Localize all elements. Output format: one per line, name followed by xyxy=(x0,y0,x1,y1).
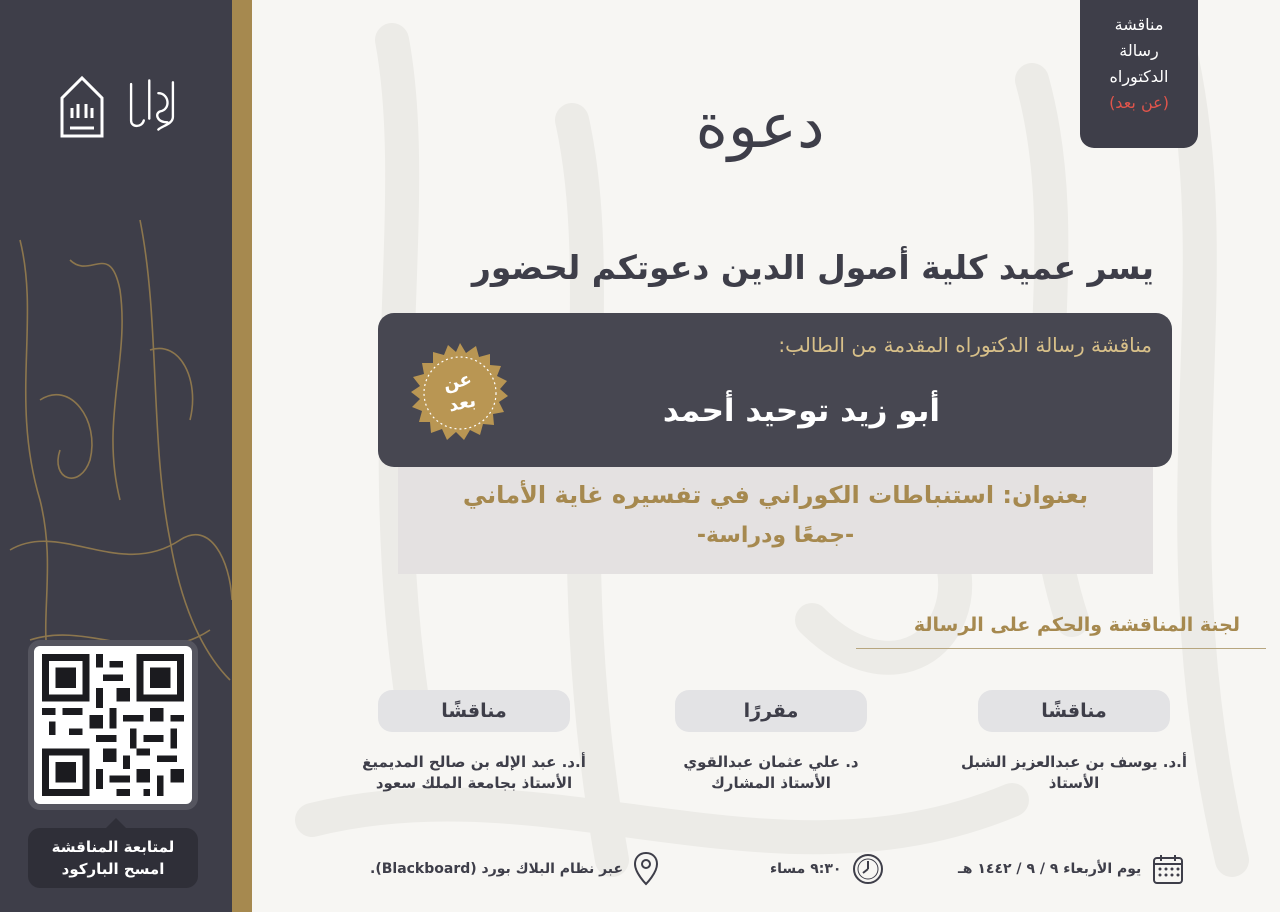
clock-icon xyxy=(851,852,885,886)
location-text: عبر نظام البلاك بورد (Blackboard). xyxy=(370,861,624,877)
seal-line2: بعد xyxy=(446,390,478,417)
tag-line2: رسالة xyxy=(1119,41,1159,60)
committee-member xyxy=(621,690,921,794)
tag-remote-label: (عن بعد) xyxy=(1109,93,1169,112)
qr-caption-pointer xyxy=(106,818,126,828)
remote-seal-text xyxy=(398,331,521,454)
committee-member xyxy=(324,690,624,794)
member-role-badge: مقررًا xyxy=(675,690,867,732)
thesis-subtitle: -جمعًا ودراسة- xyxy=(696,523,855,548)
committee-heading: لجنة المناقشة والحكم على الرسالة xyxy=(913,614,1240,636)
headline: يسر عميد كلية أصول الدين دعوتكم لحضور xyxy=(471,248,1154,287)
university-logo xyxy=(52,72,112,138)
event-date xyxy=(958,852,1185,886)
event-time xyxy=(770,852,885,886)
student-name: أبو زيد توحيد أحمد xyxy=(662,393,940,429)
member-name: د. علي عثمان عبدالقوي xyxy=(683,753,859,771)
invitation-title: دعوة xyxy=(695,89,825,162)
thesis-title-box xyxy=(398,467,1153,574)
gold-stripe xyxy=(232,0,252,912)
qr-caption-line2: امسح الباركود xyxy=(61,860,165,878)
side-panel xyxy=(0,0,252,912)
thesis-title: بعنوان: استنباطات الكوراني في تفسيره غاية الأماني xyxy=(462,481,1089,509)
date-text: يوم الأربعاء ٩ / ٩ / ١٤٤٢ هـ xyxy=(958,861,1142,877)
college-logo xyxy=(122,72,182,138)
qr-code[interactable] xyxy=(28,640,198,810)
tag-line1: مناقشة xyxy=(1114,15,1164,34)
member-name: أ.د. يوسف بن عبدالعزيز الشبل xyxy=(960,753,1188,771)
seal-line1: عن xyxy=(441,368,474,395)
member-title: الأستاذ xyxy=(1048,774,1100,792)
member-title: الأستاذ بجامعة الملك سعود xyxy=(375,774,573,792)
calendar-icon xyxy=(1151,852,1185,886)
member-name: أ.د. عبد الإله بن صالح المديميغ xyxy=(362,753,586,771)
tag-line3: الدكتوراه xyxy=(1109,67,1169,86)
qr-code-pattern xyxy=(42,654,184,796)
student-card xyxy=(378,313,1172,467)
qr-caption-line1: لمتابعة المناقشة xyxy=(51,838,175,856)
discussion-type-tag xyxy=(1080,0,1198,148)
event-location xyxy=(370,852,659,886)
member-title: الأستاذ المشارك xyxy=(711,774,831,792)
location-pin-icon xyxy=(633,851,659,887)
student-intro: مناقشة رسالة الدكتوراه المقدمة من الطالب: xyxy=(778,333,1152,357)
committee-member xyxy=(924,690,1224,794)
qr-caption xyxy=(28,828,198,888)
time-text: ٩:٣٠ مساء xyxy=(770,861,842,877)
member-role-badge: مناقشًا xyxy=(978,690,1170,732)
member-role-badge: مناقشًا xyxy=(378,690,570,732)
committee-divider xyxy=(856,648,1266,649)
